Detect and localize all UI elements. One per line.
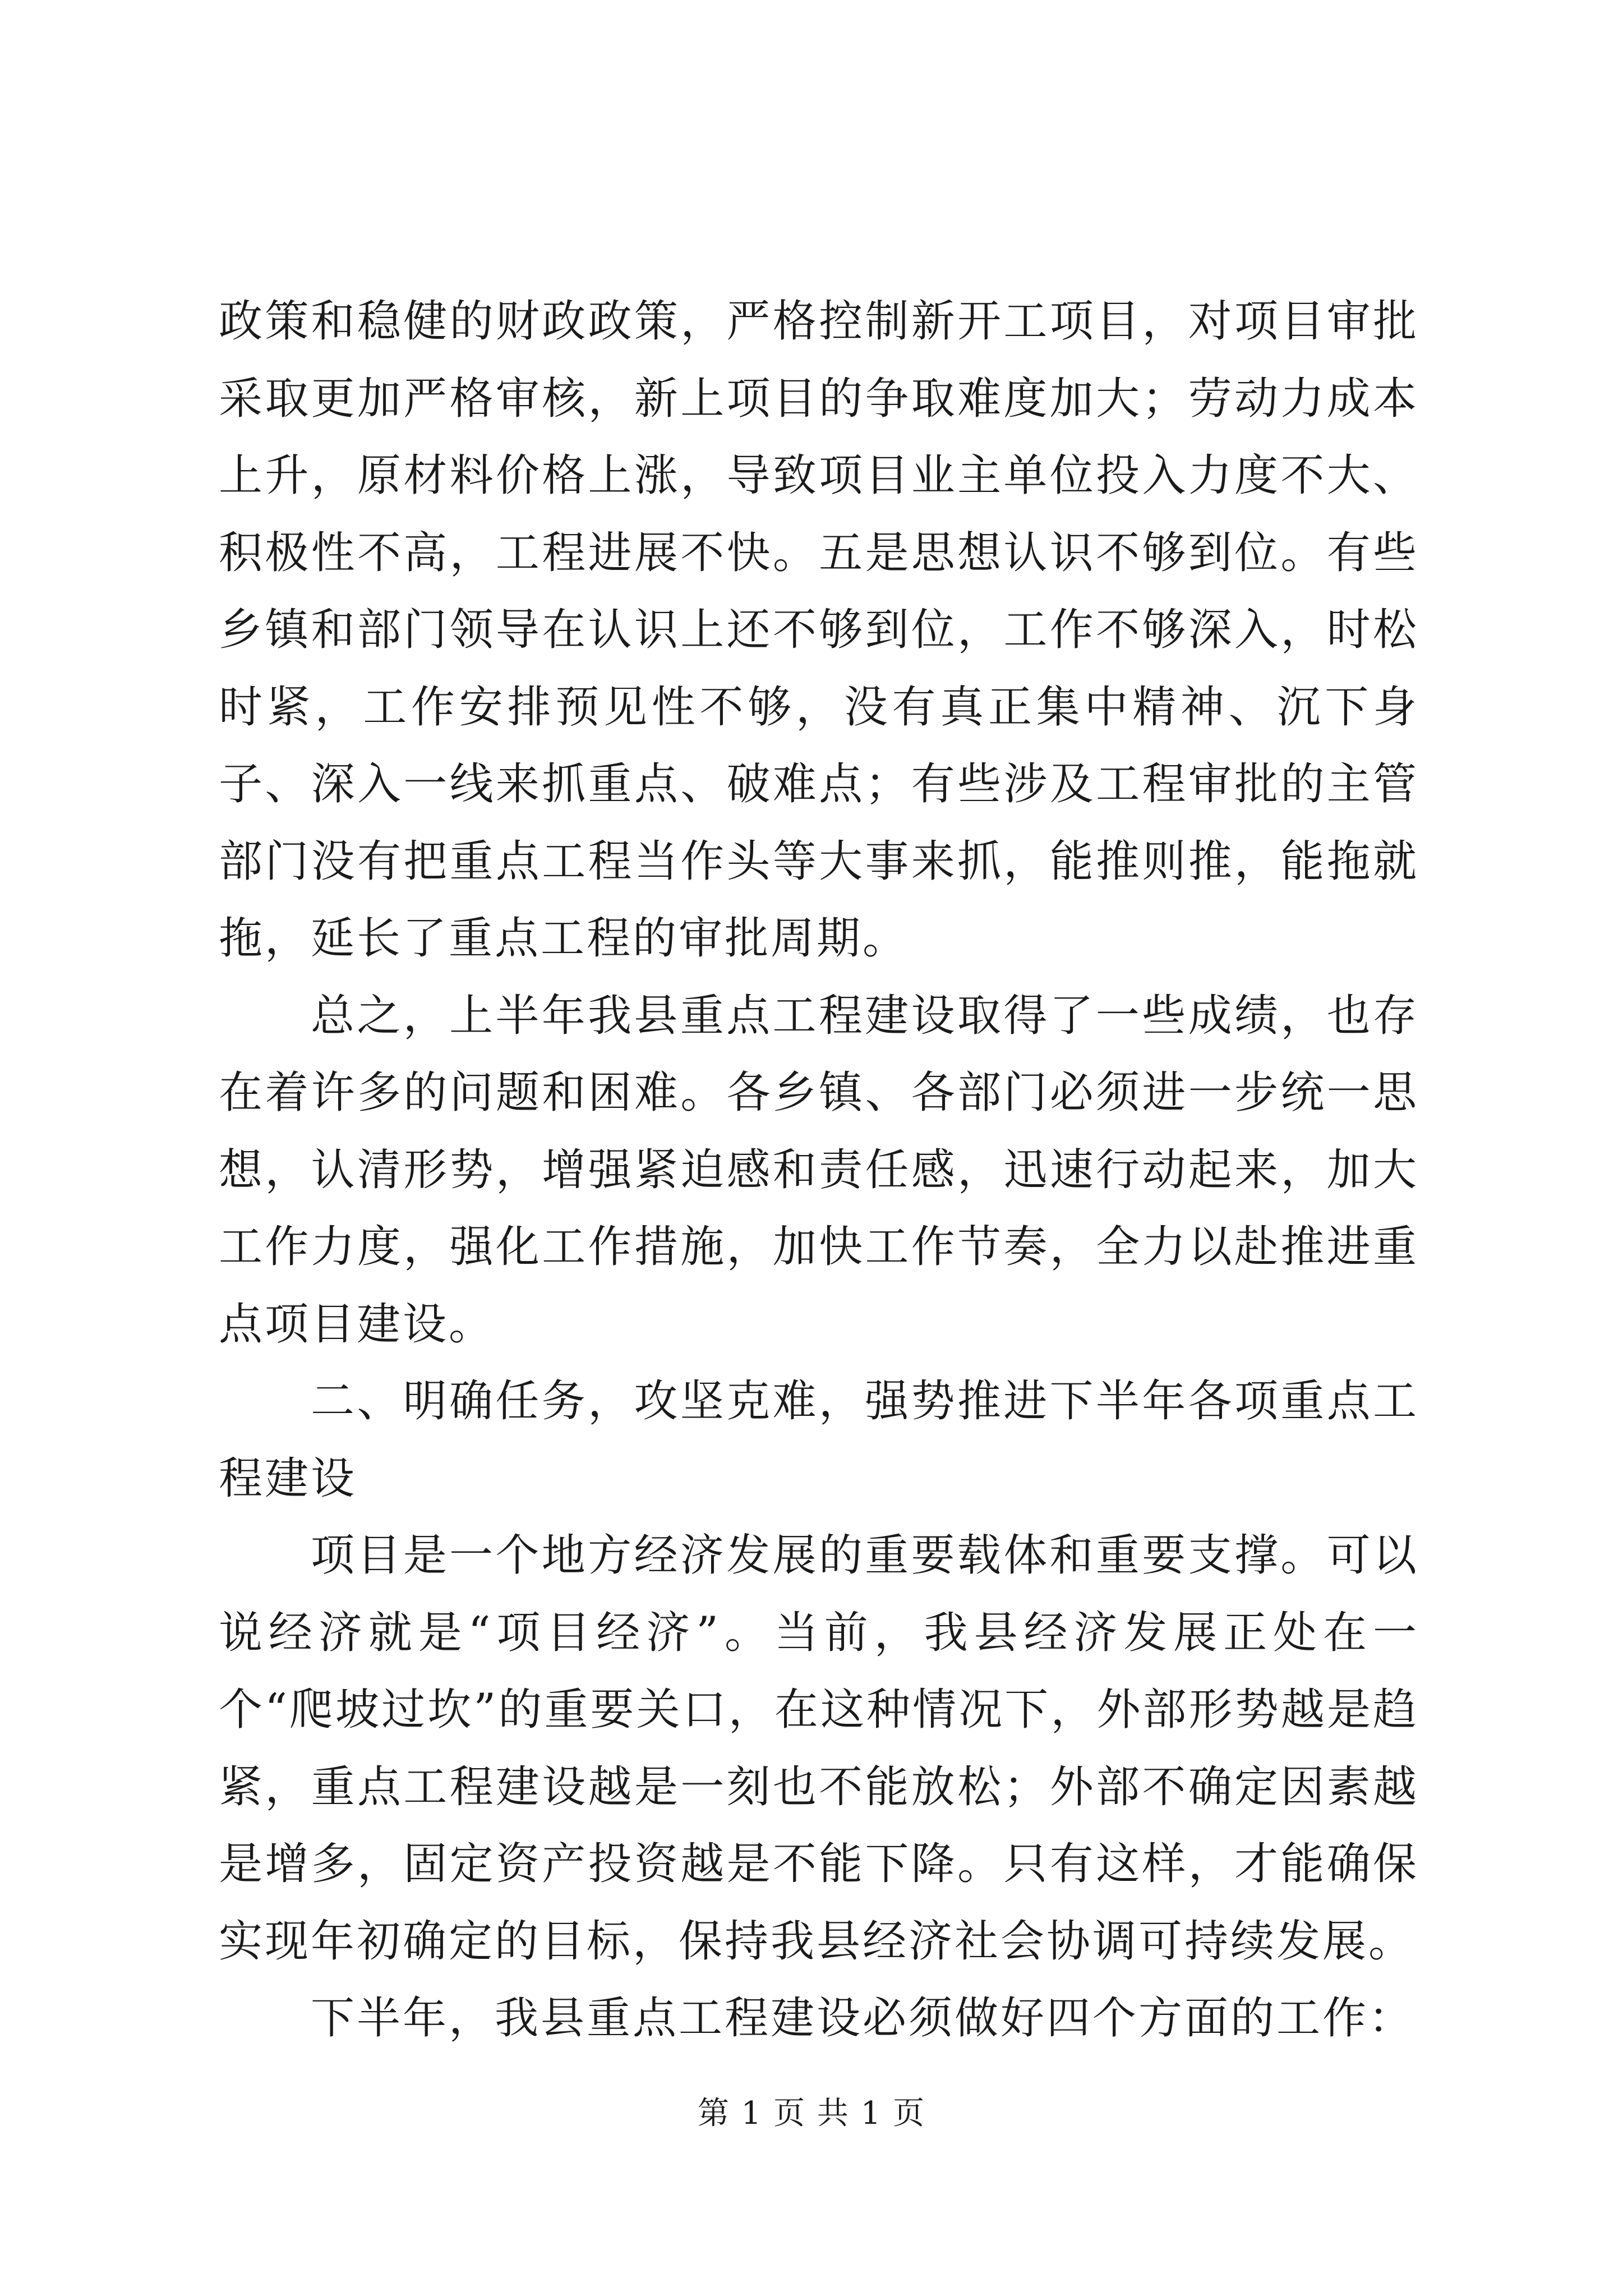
document-body [219,283,1419,2058]
paragraph-2: 总之，上半年我县重点工程建设取得了一些成绩，也存在着许多的问题和困难。各乡镇、各部门必须进一步统一思想，认清形势，增强紧迫感和责任感，迅速行动起来，加大工作力度，强化工作措施，加快工作节奏，全力以赴推进重点项目建设。 [219,990,1419,1350]
paragraph-3: 项目是一个地方经济发展的重要载体和重要支撑。可以说经济就是“项目经济”。当前，我县经济发展正处在一个“爬坡过坎”的重要关口，在这种情况下，外部形势越是趋紧，重点工程建设越是一刻也不能放松；外部不确定因素越是增多，固定资产投资越是不能下降。只有这样，才能确保实现年初确定的目标，保持我县经济社会协调可持续发展。 [219,1530,1419,1967]
paragraph-4: 下半年，我县重点工程建设必须做好四个方面的工作： [311,1993,1415,2044]
paragraph-1: 政策和稳健的财政政策，严格控制新开工项目，对项目审批采取更加严格审核，新上项目的争取难度加大；劳动力成本上升，原材料价格上涨，导致项目业主单位投入力度不大、积极性不高，工程进展不快。五是思想认识不够到位。有些乡镇和部门领导在认识上还不够到位，工作不够深入，时松时紧，工作安排预见性不够，没有真正集中精神、沉下身子、深入一线来抓重点、破难点；有些涉及工程审批的主管部门没有把重点工程当作头等大事来抓，能推则推，能拖就拖，延长了重点工程的审批周期。 [219,296,1419,964]
section-heading-2: 二、明确任务，攻坚克难，强势推进下半年各项重点工程建设 [219,1376,1419,1504]
page-number-footer: 第 1 页 共 1 页 [697,2095,926,2132]
